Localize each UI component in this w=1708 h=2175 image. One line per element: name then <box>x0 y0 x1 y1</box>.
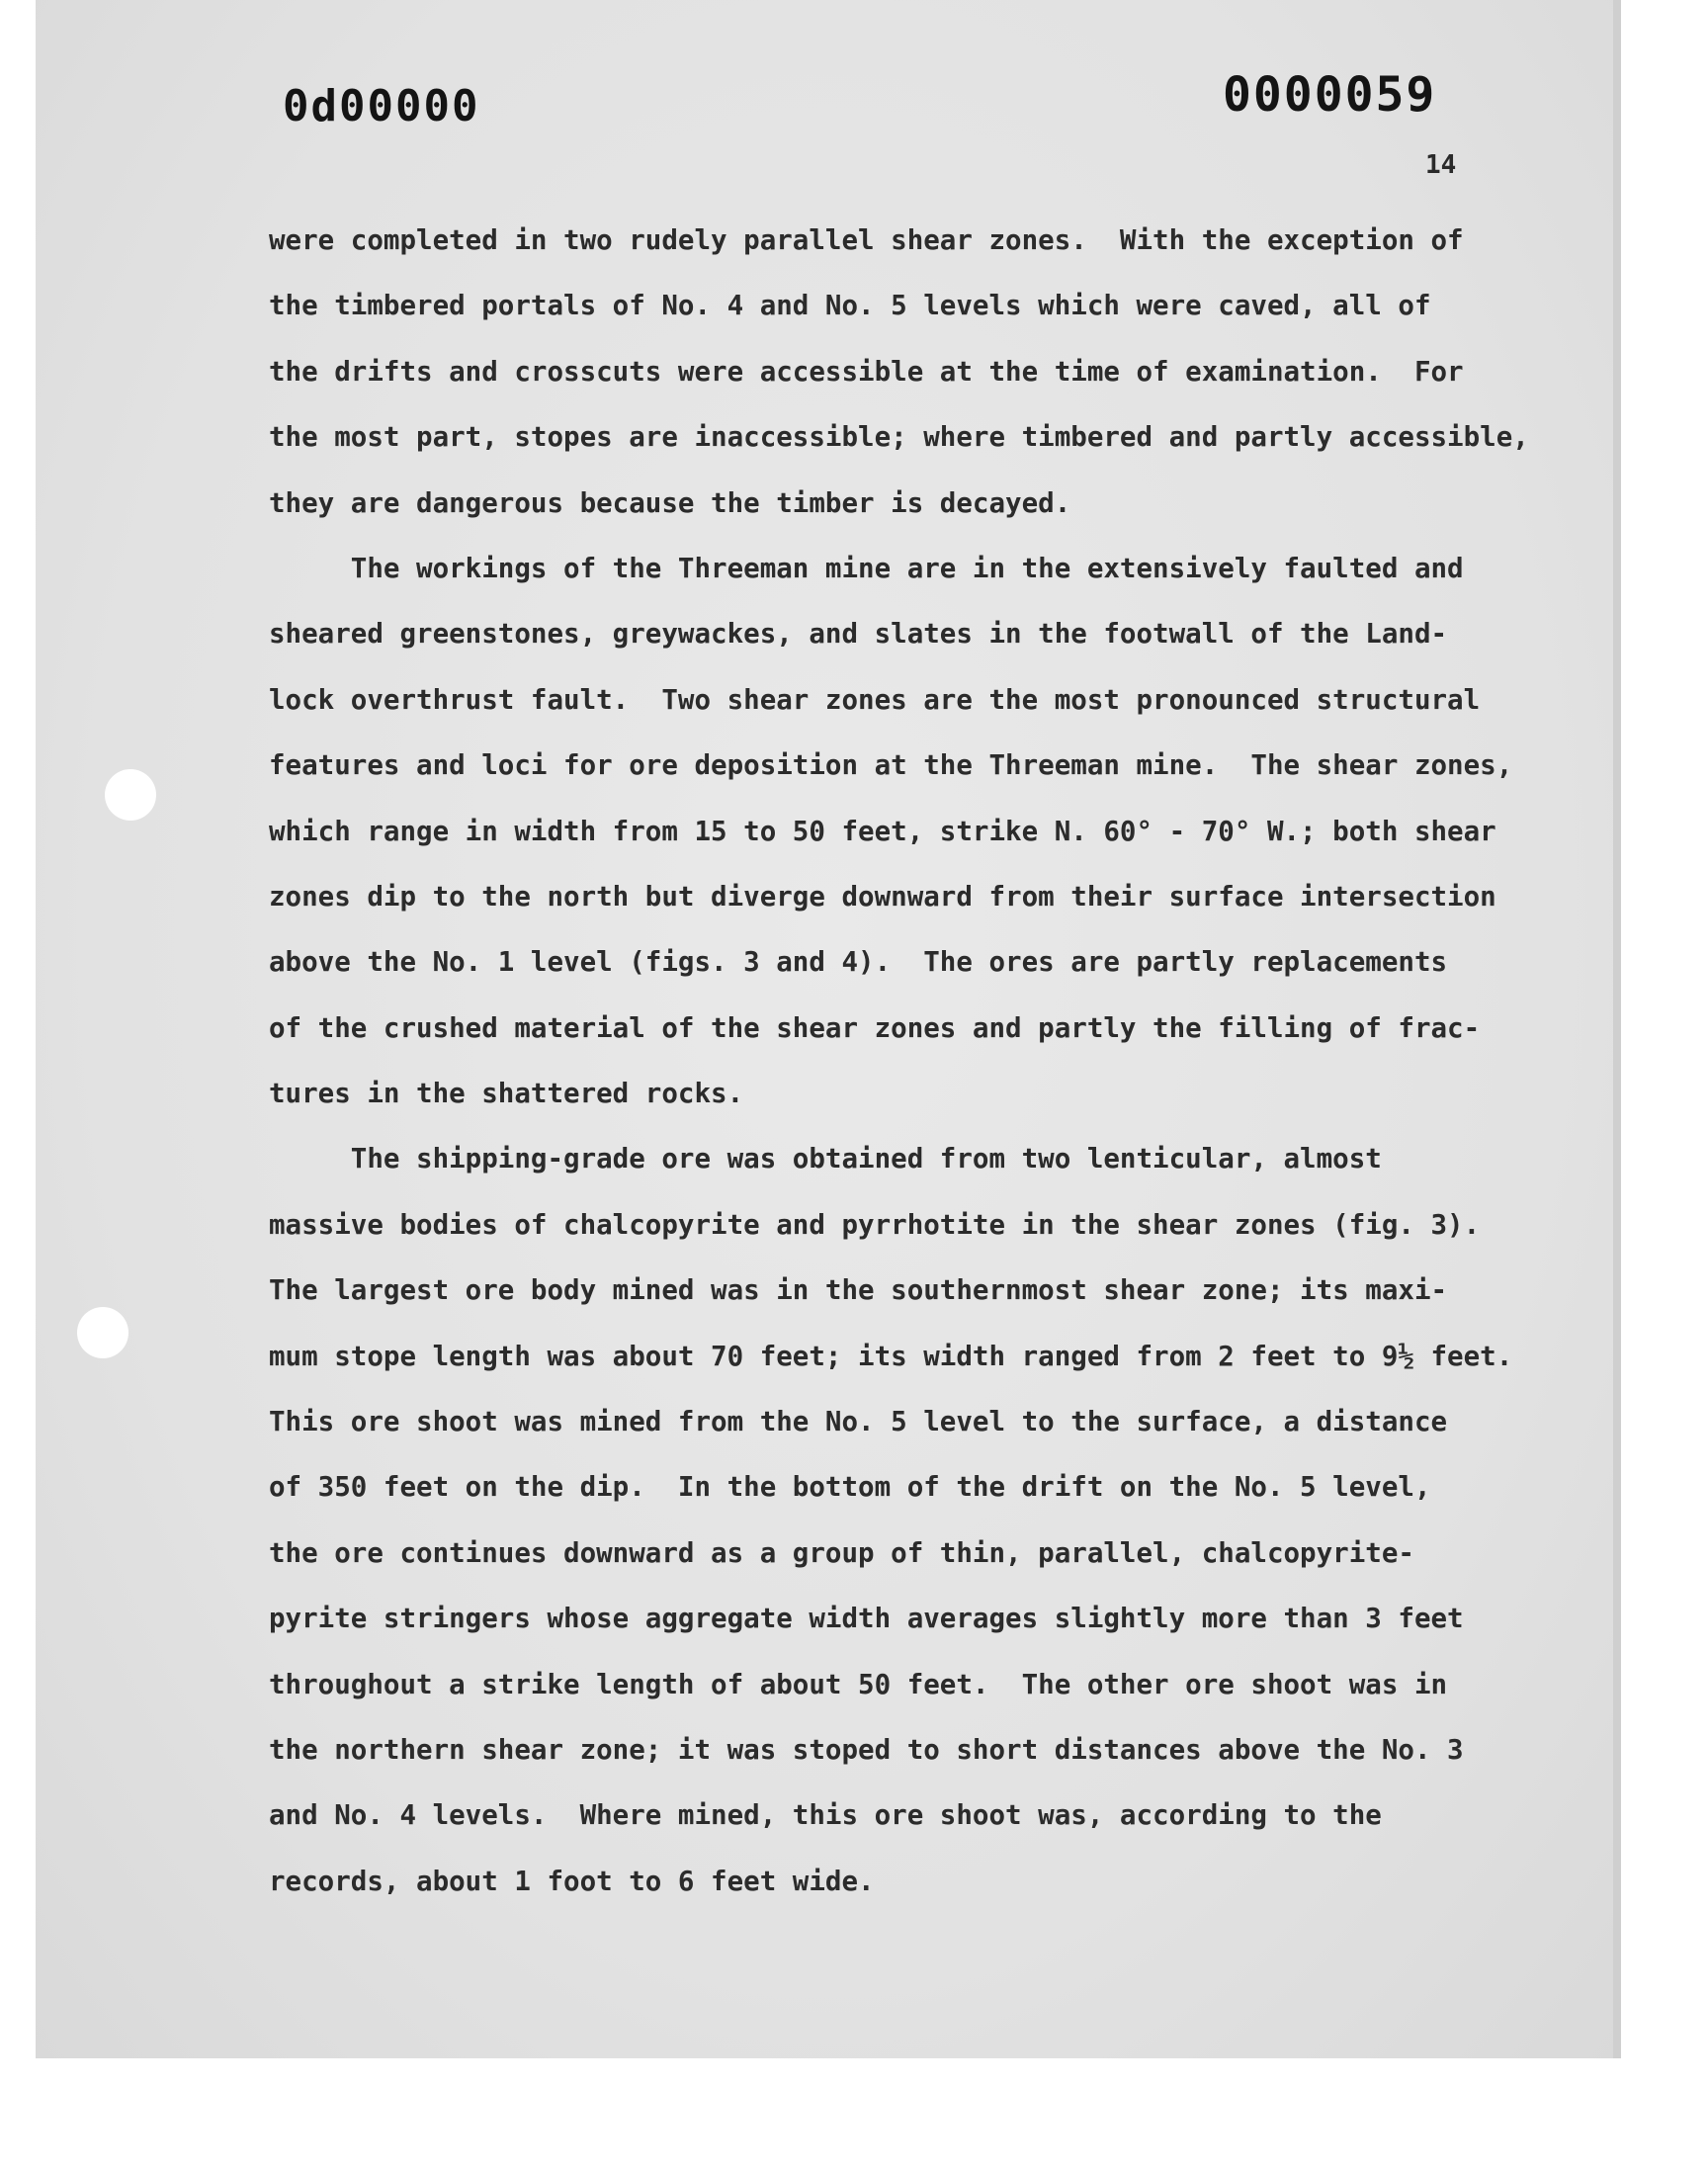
text-line: The largest ore body mined was in the southernmost shear zone; its maxi- <box>269 1274 1448 1307</box>
text-line: the ore continues downward as a group of thin, parallel, chalcopyrite- <box>269 1536 1414 1569</box>
text-line: the drifts and crosscuts were accessible at the time of examination. For <box>269 355 1464 388</box>
document-stamp-right: 0000059 <box>1223 67 1437 123</box>
punch-hole-upper <box>105 769 156 821</box>
text-line: zones dip to the north but diverge downward from their surface intersection <box>269 880 1496 913</box>
paragraph <box>269 208 1554 536</box>
text-line: features and loci for ore deposition at the Threeman mine. The shear zones, <box>269 749 1513 782</box>
document-stamp-left: 0d00000 <box>283 81 480 131</box>
punch-hole-lower <box>77 1307 128 1358</box>
text-line: lock overthrust fault. Two shear zones are the most pronounced structural <box>269 683 1481 716</box>
text-line: were completed in two rudely parallel shear zones. With the exception of <box>269 224 1464 256</box>
text-line: of 350 feet on the dip. In the bottom of the drift on the No. 5 level, <box>269 1471 1431 1504</box>
text-line: pyrite stringers whose aggregate width averages slightly more than 3 feet <box>269 1603 1464 1635</box>
text-line: sheared greenstones, greywackes, and slates in the footwall of the Land- <box>269 618 1448 651</box>
scan-edge-shadow <box>1613 0 1621 2058</box>
text-line: The shipping-grade ore was obtained from two lenticular, almost <box>269 1143 1382 1175</box>
paragraph <box>269 1126 1554 1914</box>
text-line: massive bodies of chalcopyrite and pyrrhotite in the shear zones (fig. 3). <box>269 1208 1481 1241</box>
page-number: 14 <box>1425 150 1457 180</box>
text-line: they are dangerous because the timber is decayed. <box>269 486 1071 519</box>
text-line: The workings of the Threeman mine are in the extensively faulted and <box>269 552 1464 584</box>
text-line: and No. 4 levels. Where mined, this ore shoot was, according to the <box>269 1799 1382 1832</box>
text-line: mum stope length was about 70 feet; its width ranged from 2 feet to 9½ feet. <box>269 1340 1513 1372</box>
text-line: the timbered portals of No. 4 and No. 5 levels which were caved, all of <box>269 290 1431 322</box>
text-line: the northern shear zone; it was stoped to short distances above the No. 3 <box>269 1733 1464 1766</box>
text-line: throughout a strike length of about 50 feet. The other ore shoot was in <box>269 1668 1448 1700</box>
text-line: This ore shoot was mined from the No. 5 level to the surface, a distance <box>269 1406 1448 1438</box>
text-line: tures in the shattered rocks. <box>269 1078 744 1110</box>
paragraph <box>269 536 1554 1127</box>
document-body <box>269 208 1554 1914</box>
text-line: records, about 1 foot to 6 feet wide. <box>269 1865 875 1897</box>
text-line: which range in width from 15 to 50 feet, strike N. 60° - 70° W.; both shear <box>269 815 1496 847</box>
text-line: of the crushed material of the shear zones and partly the filling of frac- <box>269 1011 1481 1044</box>
text-line: above the No. 1 level (figs. 3 and 4). The ores are partly replacements <box>269 946 1448 979</box>
text-line: the most part, stopes are inaccessible; where timbered and partly accessible, <box>269 421 1529 454</box>
